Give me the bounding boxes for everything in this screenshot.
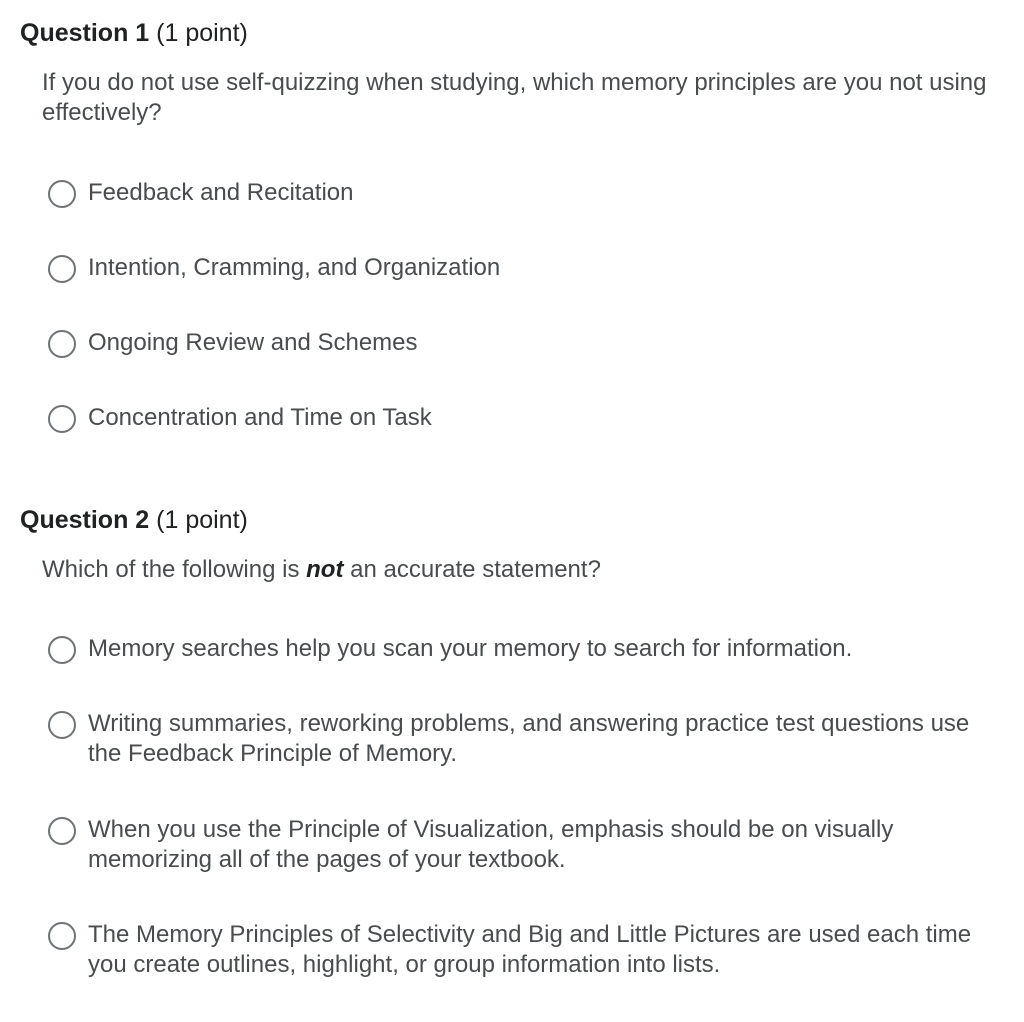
option-label: Feedback and Recitation: [88, 179, 354, 206]
question-1-option-3[interactable]: [48, 328, 1008, 358]
radio-button[interactable]: [48, 405, 76, 433]
radio-button[interactable]: [48, 636, 76, 664]
option-label: Writing summaries, reworking problems, and answering practice test questions use the Feedback Principle of Memory.: [88, 710, 970, 767]
radio-button[interactable]: [48, 330, 76, 358]
question-2-option-2[interactable]: [48, 709, 1008, 769]
question-1-option-1[interactable]: [48, 178, 1008, 208]
question-2-option-3[interactable]: [48, 815, 1008, 875]
option-label: Intention, Cramming, and Organization: [88, 254, 501, 281]
option-label: The Memory Principles of Selectivity and Big and Little Pictures are used each time you create outlines, highlight, or group information into lists.: [88, 921, 972, 978]
question-2-text: [42, 555, 1007, 585]
question-2-header: [20, 505, 248, 535]
radio-button[interactable]: [48, 255, 76, 283]
question-2-number: Question 2: [20, 506, 150, 534]
radio-button[interactable]: [48, 922, 76, 950]
question-1-option-2[interactable]: [48, 253, 1008, 283]
radio-button[interactable]: [48, 180, 76, 208]
option-label: Ongoing Review and Schemes: [88, 329, 418, 356]
question-2-option-1[interactable]: [48, 634, 1008, 664]
question-2-option-4[interactable]: [48, 920, 1008, 980]
question-1-number: Question 1: [20, 19, 150, 47]
option-label: Memory searches help you scan your memory to search for information.: [88, 635, 853, 662]
question-1-header: [20, 18, 248, 48]
option-label: Concentration and Time on Task: [88, 404, 432, 431]
question-1-points: (1 point): [156, 19, 248, 47]
radio-button[interactable]: [48, 817, 76, 845]
question-2-text-before: Which of the following is: [42, 556, 307, 583]
question-2-text-emphasis: not: [306, 556, 344, 583]
question-2-points: (1 point): [156, 506, 248, 534]
option-label: When you use the Principle of Visualization, emphasis should be on visually memorizing all of the pages of your textbook.: [88, 816, 894, 873]
question-2-text-after: an accurate statement?: [343, 556, 601, 583]
question-1-text: If you do not use self-quizzing when studying, which memory principles are you not using effectively?: [42, 69, 987, 126]
radio-button[interactable]: [48, 711, 76, 739]
question-1-option-4[interactable]: [48, 403, 1008, 433]
